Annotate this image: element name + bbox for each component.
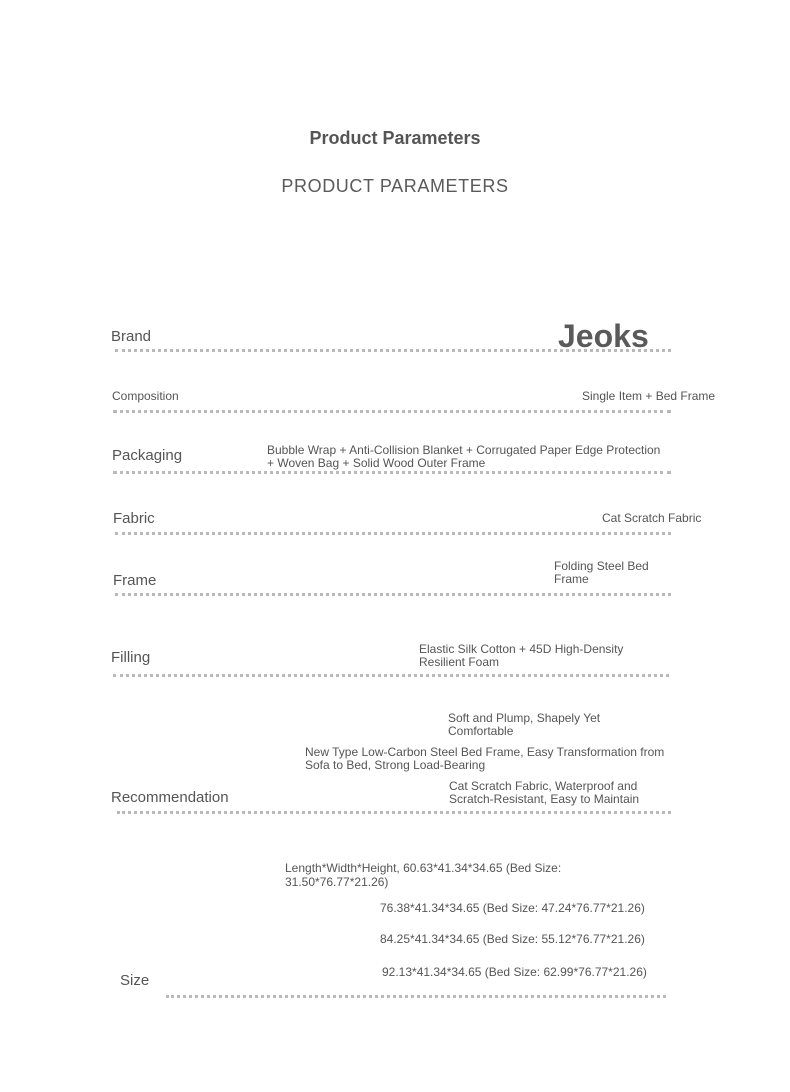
composition-value: Single Item + Bed Frame bbox=[582, 389, 716, 403]
brand-value: Jeoks bbox=[558, 318, 649, 354]
composition-divider bbox=[113, 410, 671, 413]
fabric-divider bbox=[115, 532, 671, 535]
size-label: Size bbox=[120, 972, 150, 989]
recommendation-value-2: New Type Low-Carbon Steel Bed Frame, Easy Transformation from Sofa to Bed, Strong Load-Bearing bbox=[305, 745, 665, 772]
size-value-2: 76.38*41.34*34.65 (Bed Size: 47.24*76.77*21.26) bbox=[380, 901, 645, 915]
fabric-label: Fabric bbox=[113, 510, 155, 527]
filling-label: Filling bbox=[111, 649, 151, 666]
brand-divider bbox=[115, 349, 671, 352]
brand-label: Brand bbox=[111, 328, 152, 345]
size-value-1: Length*Width*Height, 60.63*41.34*34.65 (Bed Size: 31.50*76.77*21.26) bbox=[285, 861, 562, 889]
size-value-3: 84.25*41.34*34.65 (Bed Size: 55.12*76.77*21.26) bbox=[380, 932, 645, 946]
packaging-label: Packaging bbox=[112, 447, 183, 464]
recommendation-label: Recommendation bbox=[111, 789, 229, 806]
filling-divider bbox=[113, 674, 669, 677]
frame-label: Frame bbox=[113, 572, 157, 589]
composition-label: Composition bbox=[112, 389, 179, 403]
recommendation-divider bbox=[117, 811, 671, 814]
packaging-divider bbox=[113, 471, 671, 474]
recommendation-value-1: Soft and Plump, Shapely Yet Comfortable bbox=[448, 711, 601, 738]
fabric-value: Cat Scratch Fabric bbox=[602, 511, 702, 525]
packaging-value: Bubble Wrap + Anti-Collision Blanket + Corrugated Paper Edge Protection + Woven Bag + Solid Wood Outer Frame bbox=[267, 443, 661, 470]
size-divider bbox=[166, 995, 666, 998]
recommendation-value-3: Cat Scratch Fabric, Waterproof and Scratch-Resistant, Easy to Maintain bbox=[449, 779, 640, 806]
filling-value: Elastic Silk Cotton + 45D High-Density Resilient Foam bbox=[419, 642, 624, 669]
size-value-4: 92.13*41.34*34.65 (Bed Size: 62.99*76.77*21.26) bbox=[382, 965, 647, 979]
frame-value: Folding Steel Bed Frame bbox=[554, 559, 649, 586]
frame-divider bbox=[115, 593, 671, 596]
page-title: Product Parameters bbox=[309, 128, 481, 148]
page-subtitle: PRODUCT PARAMETERS bbox=[281, 176, 509, 196]
